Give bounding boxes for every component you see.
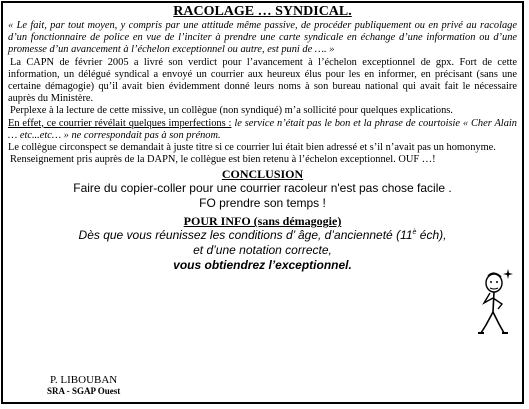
info-line-1-sup: è [412,229,417,237]
paragraph-capn-text: La CAPN de février 2005 a livré son verdict pour l’avancement à l’échelon exceptionnel de gpx. Fort de cette information, un délégué syndical a envoyé un courrier aux heureux élus pour les en informer, en précisant (sans une certaine démagogie) qu’il avait bien évidemment donné leurs noms à son bureau national qui avait fait le nécessaire auprès du Ministère. [8,56,517,105]
page-title: RACOLAGE … SYNDICAL. [173,4,352,19]
info-line-1-end: éch), [416,228,447,243]
signature-name: P. LIBOUBAN [50,374,118,386]
info-title: POUR INFO (sans démagogie) [183,214,342,229]
conclusion-line-2: FO prendre son temps ! [199,196,326,211]
paragraph-dapn-text: Renseignement pris auprès de la DAPN, le collègue est bien retenu à l’échelon exceptionnel. OUF …! [10,154,436,166]
document-frame [1,1,524,404]
intro-quote: « Le fait, par tout moyen, y compris par une attitude même passive, de procéder publiquement ou en privé au racolage d’un fonctionnaire de police en vue de l’inciter à prendre une carte syndicale en échange d’une information ou d’une promesse d’un avancement à l’échelon exceptionnel ou autre, est puni de …. » [8,20,517,56]
paragraph-imperfections [8,118,517,142]
info-line-1 [3,228,522,243]
paragraph-perplexe-text: Perplexe à la lecture de cette missive, un collègue (non syndiqué) m’a sollicité pour quelques explications. [10,105,453,117]
info-line-2: et d’une notation correcte, [193,243,332,258]
conclusion-title: CONCLUSION [221,167,304,182]
paragraph-homonyme-text: Le collègue circonspect se demandait à juste titre si ce courrier lui était bien adressé et s’il n’avait pas un homonyme. [8,142,496,154]
signature-block [47,374,120,396]
signature-unit: SRA - SGAP Ouest [47,386,121,396]
imperfections-underlined: En effet, ce courrier révélait quelques imperfections : [8,117,232,129]
conclusion-line-1: Faire du copier-coller pour une courrier racoleur n'est pas chose facile . [73,181,452,196]
imperfections-italic: le service n’était pas le bon et la phrase de courtoisie « Cher Alain … etc...etc… » ne correspondait pas à son prénom. [8,117,517,141]
info-line-3: vous obtiendrez l’exceptionnel. [173,258,352,273]
paragraph-homonyme [8,142,517,154]
paragraph-perplexe [8,105,517,117]
info-line-1-start: Dès que vous réunissez les conditions d’ âge, d’ancienneté (11 [78,228,413,243]
paragraph-dapn [8,154,517,166]
thinking-man-icon [468,267,516,337]
paragraph-capn [8,57,517,106]
